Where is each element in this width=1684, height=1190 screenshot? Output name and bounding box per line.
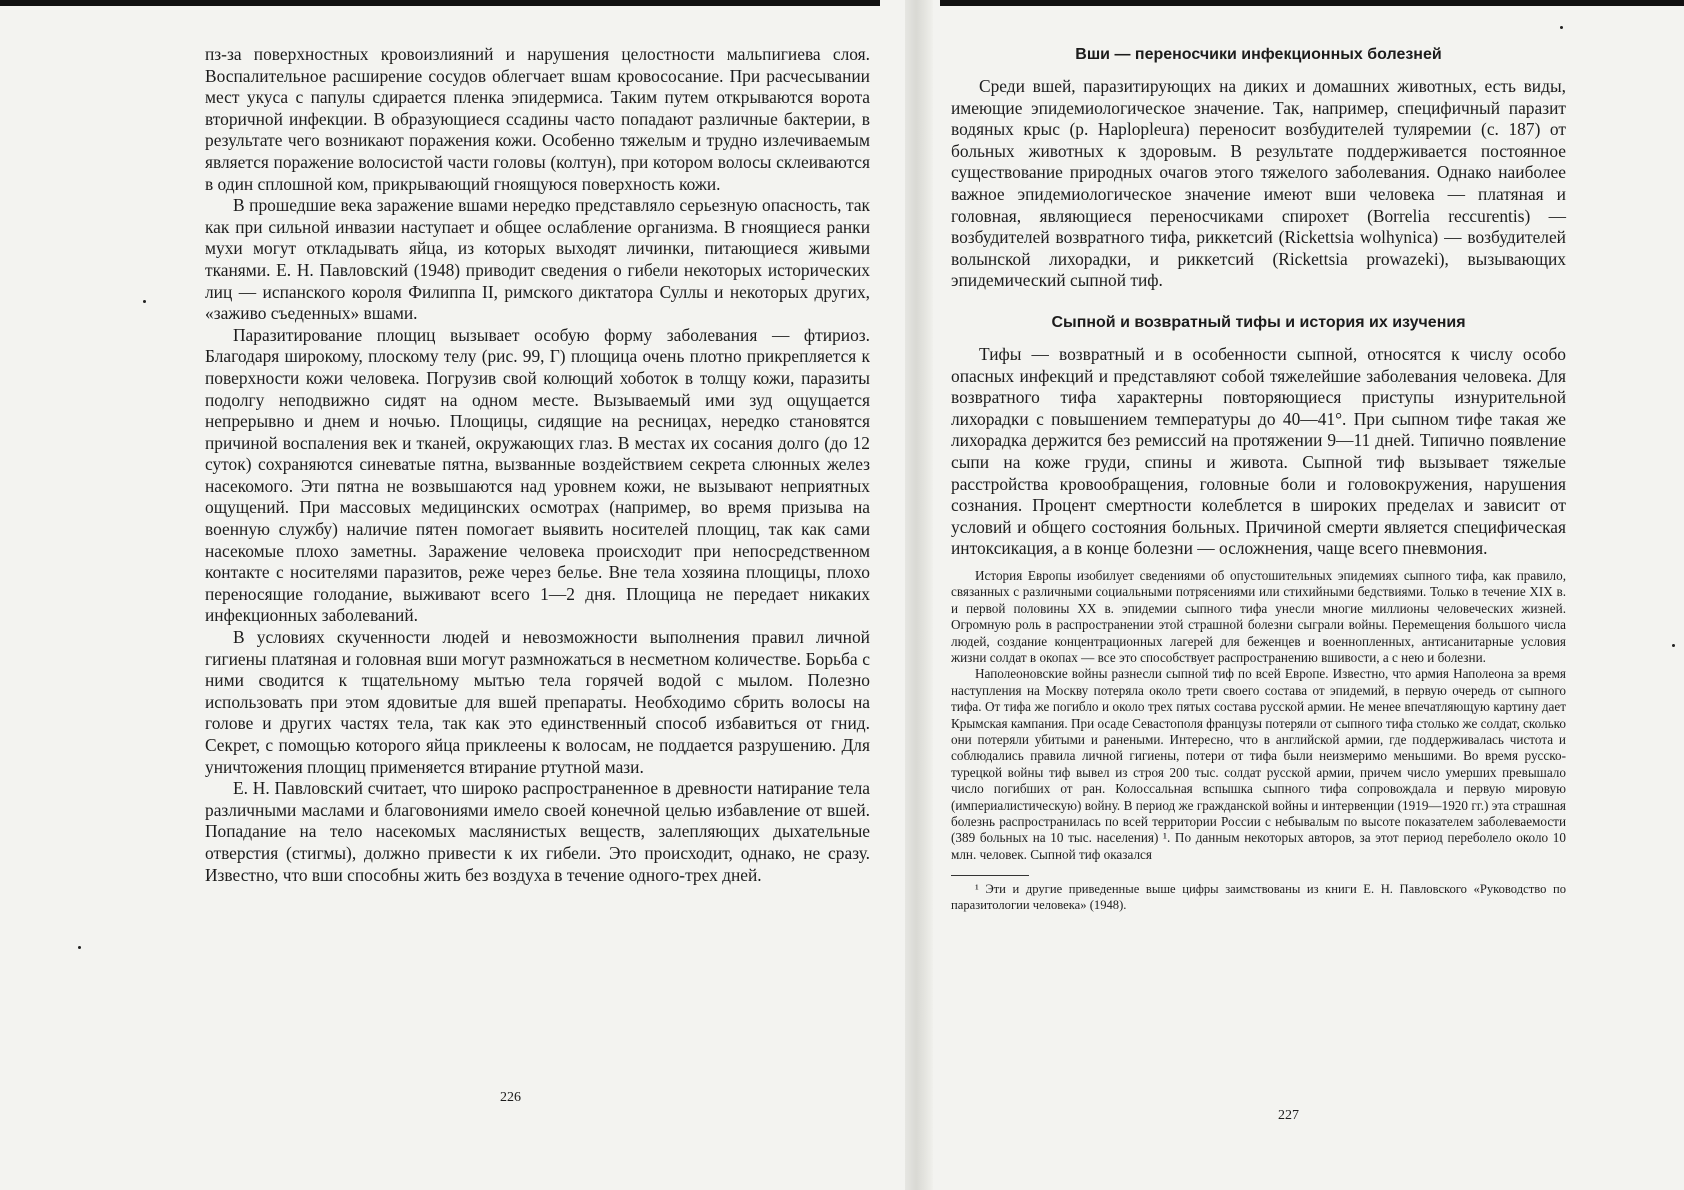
small-print-block [951, 568, 1566, 863]
paragraph: Е. Н. Павловский считает, что широко распространенное в древности натирание тела различными маслами и благовониями имело своей конечной целью избавление от вшей. Попадание на тело насекомых маслянистых веществ, залепляющих дыхательные отверстия (стигмы), должно привести к их гибели. Это происходит, однако, не сразу. Известно, что вши способны жить без воздуха в течение одного-трех дней. [205, 778, 870, 885]
right-page [933, 0, 1684, 1190]
paragraph: В условиях скученности людей и невозможности выполнения правил личной гигиены платяная и головная вши могут размножаться в несметном количестве. Борьба с ними сводится к тщательному мытью тела горячей водой с мылом. Полезно использовать при этом ядовитые для вшей препараты. Необходимо сбрить волосы на голове и других частях тела, так как это единственный способ избавиться от гнид. Секрет, с помощью которого яйца приклеены к волосам, не поддается разрушению. Для уничтожения площиц применяется втирание ртутной мази. [205, 627, 870, 777]
paragraph: пз-за поверхностных кровоизлияний и нарушения целостности мальпигиева слоя. Воспалительное расширение сосудов облегчает вшам кровососание. При расчесывании мест укуса с папулы сдирается пленка эпидермиса. Таким путем открываются ворота вторичной инфекции. В образующиеся ссадины часто попадают различные бактерии, в результате чего возникают поражения кожи. Особенно тяжелым и трудно излечиваемым является поражение волосистой части головы (колтун), при котором волосы склеиваются в один сплошной ком, прикрывающий гноящуюся поверхность кожи. [205, 44, 870, 194]
footnote-rule [951, 875, 1029, 876]
section-heading: Вши — переносчики инфекционных болезней [1075, 46, 1442, 63]
paragraph: Среди вшей, паразитирующих на диких и домашних животных, есть виды, имеющие эпидемиологическое значение. Так, например, специфичный паразит водяных крыс (р. Haplopleura) переносит возбудителей туляремии (с. 187) от больных животных к здоровым. В результате поддерживается постоянное существование природных очагов этого тяжелого заболевания. Однако наиболее важное эпидемиологическое значение имеют вши человека — платяная и головная, являющиеся переносчиками спирохет (Borrelia reccurentis) — возбудителей возвратного тифа, риккетсий (Rickettsia wolhynica) — возбудителей волынской лихорадки, и риккетсий (Rickettsia prowazeki), вызывающих эпидемический сыпной тиф. [951, 76, 1566, 291]
small-paragraph: Наполеоновские войны разнесли сыпной тиф по всей Европе. Известно, что армия Наполеона за время наступления на Москву потеряла около трети своего состава от эпидемий, в первую очередь от сыпного тифа. От тифа же погибло и около трех пятых состава русской армии. Не менее впечатляющую картину дает Крымская кампания. При осаде Севастополя французы потеряли от сыпного тифа столько же солдат, сколько они потеряли убитыми и ранеными. Интересно, что в английской армии, где поддерживалась чистота и соблюдались правила личной гигиены, потери от тифа были неизмеримо меньшими. Во время русско-турецкой войны тиф вывел из строя 200 тыс. солдат русской армии, причем число умерших превышало число погибших от ран. Колоссальная вспышка сыпного тифа сопровождала и первую мировую (империалистическую) войну. В период же гражданской войны и интервенции (1919—1920 гг.) эта страшная болезнь распространилась по всей территории России с небывалым по высоте показателем заболеваемости (389 больных на 10 тыс. населения) ¹. По данным некоторых авторов, за этот период переболело около 10 млн. человек. Сыпной тиф оказался [951, 666, 1566, 862]
section-heading: Сыпной и возвратный тифы и история их изучения [1051, 313, 1466, 331]
footnote [951, 882, 1566, 913]
small-paragraph: История Европы изобилует сведениями об опустошительных эпидемиях сыпного тифа, как правило, связанных с различными социальными потрясениями или стихийными бедствиями. Только в течение XIX в. и первой половины XX в. эпидемии сыпного тифа унесли многие миллионы человеческих жизней. Огромную роль в распространении этой страшной болезни сыграли войны. Перемещения большого числа людей, создание концентрационных лагерей для беженцев и военнопленных, антисанитарные условия жизни солдат в окопах — все это способствует распространению вшивости, а с нею и болезни. [951, 567, 1566, 665]
right-text-column [951, 44, 1566, 913]
footnote-text: ¹ Эти и другие приведенные выше цифры заимствованы из книги Е. Н. Павловского «Руководство по паразитологии человека» (1948). [951, 882, 1566, 912]
paragraph: Паразитирование площиц вызывает особую форму заболевания — фтириоз. Благодаря широкому, плоскому телу (рис. 99, Г) площица очень плотно прикрепляется к поверхности кожи человека. Погрузив свой колющий хоботок в толщу кожи, паразиты подолгу неподвижно сидят на одном месте. Вызываемый ими зуд ощущается непрерывно и днем и ночью. Площицы, сидящие на ресницах, нередко становятся причиной воспаления век и тканей, окружающих глаз. В местах их сосания долго (до 12 суток) сохраняются синеватые пятна, вызванные воздействием секрета слюнных желез насекомого. Эти пятна не возвышаются над уровнем кожи, не вызывают неприятных ощущений. При массовых медицинских осмотрах (например, во время призыва на военную службу) наличие пятен помогает выявить носителей площиц, так как сами насекомые плохо заметны. Заражение человека происходит при непосредственном контакте с носителями паразитов, реже через белье. Вне тела хозяина площицы, плохо переносящие голодание, выживают всего 1—2 дня. Площица не передает никаких инфекционных заболеваний. [205, 324, 870, 626]
paragraph: Тифы — возвратный и в особенности сыпной, относятся к числу особо опасных инфекций и представляют собой тяжелейшие заболевания человека. Для возвратного тифа характерны повторяющиеся приступы изнурительной лихорадки с повышением температуры до 40—41°. При сыпном тифе такая же лихорадка держится без ремиссий на протяжении 9—11 дней. Типично появление сыпи на коже груди, спины и живота. Сыпной тиф вызывает тяжелые расстройства кровообращения, головные боли и головокружения, нарушения сознания. Процент смертности колеблется в широких пределах и зависит от условий и общего состояния больных. Причиной смерти является специфическая интоксикация, а в конце болезни — осложнения, чаще всего пневмония. [951, 343, 1566, 559]
page-number-left: 226 [500, 1090, 521, 1105]
page-number-right: 227 [1278, 1108, 1299, 1123]
paragraph: В прошедшие века заражение вшами нередко представляло серьезную опасность, так как при сильной инвазии наступает и общее ослабление организма. В гноящиеся ранки мухи могут откладывать яйца, из которых выходят личинки, питающиеся живыми тканями. Е. Н. Павловский (1948) приводит сведения о гибели некоторых исторических лиц — испанского короля Филиппа II, римского диктатора Суллы и некоторых других, «заживо съеденных» вшами. [205, 195, 870, 324]
book-gutter [905, 0, 933, 1190]
left-text-column [205, 44, 870, 886]
